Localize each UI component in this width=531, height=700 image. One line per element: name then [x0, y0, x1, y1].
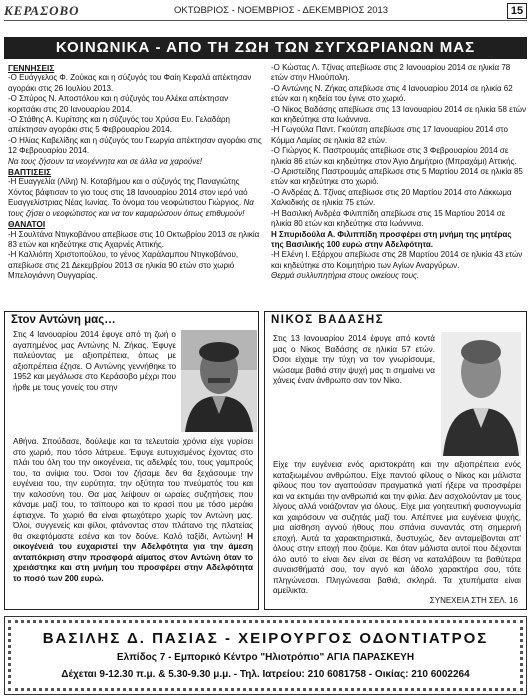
baptism-wish: Να τους ζήσει ο νεοφώτιστος και να τον καμαρώσουν όπως επιθυμούν!: [8, 198, 254, 218]
page-header: [4, 3, 527, 21]
page-number: 15: [507, 3, 527, 19]
tribute-family-thanks: Η οικογένειά του ευχαριστεί την Αδελφότητα για την άμεση ανταπόκριση στην προσφορά αίματος στον Αντώνη όταν το χρειάστηκε και στη μνήμη του προσφέρει στην Αδελφότητα το ποσό των 200 ευρώ.: [13, 531, 253, 583]
birth-entry: -Ο Ηλίας Καβελίδης και η σύζυγός του Γεωργία απέκτησαν αγοράκι στις 12 Φεβρουαρίου 2014.: [8, 135, 262, 156]
death-entry: -Η Γωγούλα Παντ. Γκούτση απεβίωσε στις 17 Ιανουαρίου 2014 στο Κόμμα Λαμίας σε ηλικία 82 ετών.: [271, 125, 508, 145]
social-news-right-column: [271, 63, 526, 282]
tribute-body-text: Αθήνα. Σπούδασε, δούλεψε και τα τελευταία χρόνια είχε γυρίσει στο χωριό, που τόσο λάτρευε. Έφυγε ευτυχισμένος έχοντας στο πλάι του όλη του την οικογένεια, τις αδελφές του, τους γαμπρούς του, τα ανίψια του. Όσοι τον ζήσαμε δεν θα ξεχάσουμε την ευγένεια του, την ευρύτητα, την οξύτητα του πνεύματός του και την καλοσύνη του. Θα μας λείψουν οι ωραίες συζητήσεις που κάναμε μαζί του, το τσίπουρο και το κρασί που με τόσο μεράκι έφτιαχνε. Το χωριό θα είναι φτωχότερο χωρίς τον Αντώνη μας. Όλοι, συγγενείς και φίλοι, φτάνοντας στον πλάτανο της πλατείας θα σκεφτόμαστε εσένα και τον δούνε. Καλό ταξίδι, Αντώνη!: [13, 437, 253, 541]
condolences-note: Θερμά συλλυπητήρια στους οικείους τους.: [271, 271, 420, 281]
portrait-photo: [181, 330, 257, 432]
baptism-text: -Η Ευαγγελία (Λίλη) Ν. Κοταβήμου και ο σύζυγός της Παναγιώτης Χόντος βάφτισαν το γιο τους στις 18 Ιανουαρίου 2014 στον ιερό ναό Ευαγγελίστριας Νέας Ιωνίας. Το όνομα του νεοφώτιστου Γιώργιος.: [8, 177, 248, 208]
death-entry: -Η Βασιλική Ανδρέα Φιλιππίδη απεβίωσε στις 15 Μαρτίου 2014 σε ηλικία 80 ετών και κηδεύτηκε στα Ιωάννινα.: [271, 208, 506, 229]
death-entry: -Ο Νίκος Βαδάσης απεβίωσε στις 13 Ιανουαρίου 2014 σε ηλικία 58 ετών και κηδεύτηκε στα Ιωάννινα.: [271, 104, 526, 125]
ad-dentist-name: ΒΑΣΙΛΗΣ Δ. ΠΑΣΙΑΣ - ΧΕΙΡΟΥΡΓΟΣ ΟΔΟΝΤΙΑΤΡΟΣ: [42, 630, 489, 647]
portrait-photo: [441, 332, 521, 456]
tribute-antonis-box: [4, 311, 259, 610]
portrait-image: [441, 332, 521, 456]
deaths-heading: ΘΑΝΑΤΟΙ: [8, 219, 46, 230]
issue-dates: ΟΚΤΩΒΡΙΟΣ - ΝΟΕΜΒΡΙΟΣ - ΔΕΚΕΜΒΡΙΟΣ 2013: [174, 5, 389, 16]
death-entry: -Ο Κώστας Λ. Τζίνας απεβίωσε στις 2 Ιανουαρίου 2014 σε ηλικία 78 ετών στην Ηλιούπολη.: [271, 63, 511, 83]
birth-entry: -Ο Ευάγγελος Φ. Ζούκας και η σύζυγός του Φαίη Κεφαλά απέκτησαν αγοράκι στις 26 Ιουλίου 2013.: [8, 73, 252, 93]
death-entry: -Ο Αντώνης Ν. Ζήκας απεβίωσε στις 4 Ιανουαρίου 2014 σε ηλικία 62 ετών και η κηδεία του έγινε στο χωριό.: [271, 83, 513, 104]
portrait-image: [181, 330, 257, 432]
death-entry: -Ο Αριστείδης Παστρουμάς απεβίωσε στις 5 Μαρτίου 2014 σε ηλικία 85 ετών και κηδεύτηκε στο χωριό.: [271, 167, 523, 187]
tribute-text-intro: Στις 4 Ιανουαρίου 2014 έφυγε από τη ζωή ο αγαπημένος μας Αντώνης Ν. Ζήκας. Έφυγε παλεύοντας με αξιοπρέπεια, όπως με αξιοπρέπεια έζησε. Ο Αντώνης γεννήθηκε το 1952 και μεγάλωσε στο Κεράσοβο μέχρι που ήρθε με τους γονείς του στην: [13, 330, 176, 392]
birth-entry: -Ο Σπύρος Ν. Αποστόλου και η σύζυγός του Αλέκα απέκτησαν κοριτσάκι στις 20 Ιανουαρίου 2014.: [8, 94, 229, 114]
tribute-text-intro: Στις 13 Ιανουαρίου 2014 έφυγε από κοντά μας ο Νίκος Βαδάσης σε ηλικία 57 ετών. Όσοι είχαμε την τύχη να τον γνωρίσουμε, νιώσαμε βαθιά στην ψυχή μας τι σημαίνει να χάνεις έναν άνθρωπο σαν τον Νίκο.: [273, 334, 435, 385]
death-entry: -Η Ελένη Ι. Εξάρχου απεβίωσε στις 28 Μαρτίου 2014 σε ηλικία 43 ετών και κηδεύτηκε στο Κοιμητήριο των Αγίων Αναργύρων.: [271, 250, 523, 270]
social-news-left-column: [8, 63, 263, 282]
donation-note: Η Σπυριδούλα Α. Φιλιππίδη προσφέρει στη μνήμη της μητέρας της Βασιλικής 100 ευρώ στην Αδελφότητα.: [271, 229, 512, 249]
baptisms-heading: ΒΑΠΤΙΣΕΙΣ: [8, 167, 52, 178]
death-entry: -Ο Γιώργος Κ. Παστρουμάς απεβίωσε στις 3 Φεβρουαρίου 2014 σε ηλικία 86 ετών και κηδεύτηκε στον Άγιο Δημήτριο (Μπραχάμι) Αττικής.: [271, 146, 517, 166]
births-heading: ΓΕΝΝΗΣΕΙΣ: [8, 63, 55, 73]
tribute-title: ΝΙΚΟΣ ΒΑΔΑΣΗΣ: [271, 314, 385, 326]
continued-on-page: ΣΥΝΕΧΕΙΑ ΣΤΗ ΣΕΛ. 16: [429, 596, 518, 605]
ad-address: Ελπίδος 7 - Εμπορικό Κέντρο "Ηλιοτρόπιο" ΑΓΙΑ ΠΑΡΑΣΚΕΥΗ: [116, 652, 415, 663]
dentist-advertisement: [4, 616, 527, 695]
tribute-nikos-box: [264, 311, 527, 610]
tribute-text-body: [13, 437, 253, 584]
tribute-title: Στον Αντώνη μας…: [11, 314, 116, 326]
baptism-entry: [8, 177, 263, 219]
death-entry: -Η Σουλτάνα Ντιγκοβάνου απεβίωσε στις 10 Οκτωβρίου 2013 σε ηλικία 83 ετών και κηδεύτηκε στις Αχαρνές Αττικής.: [8, 229, 260, 249]
births-wish: Να τους ζήσουν τα νεογέννητα και σε άλλα να χαρούνε!: [8, 156, 202, 166]
newspaper-masthead: ΚΕΡΑΣΟΒΟ: [4, 3, 80, 18]
birth-entry: -Ο Στάθης Α. Κυρίτσης και η σύζυγός του Χρύσα Ευ. Γελαδάρη απέκτησαν αγοράκι στις 5 Φεβρουαρίου 2014.: [8, 115, 231, 135]
death-entry: -Ο Ανδρέας Δ. Τζίνας απεβίωσε στις 20 Μαρτίου 2014 στο Λάκκωμα Χαλκιδικής σε ηλικία 75 ετών.: [271, 187, 512, 208]
ad-hours-phones: Δέχεται 9-12.30 π.μ. & 5.30-9.30 μ.μ. - Τηλ. Ιατρείου: 210 6081758 - Οικίας: 210 6002264: [61, 669, 470, 680]
section-banner: ΚΟΙΝΩΝΙΚΑ - ΑΠΟ ΤΗ ΖΩΗ ΤΩΝ ΣΥΓΧΩΡΙΑΝΩΝ ΜΑΣ: [4, 37, 527, 59]
death-entry: -Η Καλλιόπη Χριστοπούλου, το γένος Χαράλαμπου Ντιγκοβάνου, απεβίωσε στις 21 Δεκεμβρίου 2013 σε ηλικία 90 ετών στο χωριό Μπελογιάννη Ουγγαρίας.: [8, 250, 239, 281]
tribute-text-body: Είχε την ευγένεια ενός αριστοκράτη και την αξιοπρέπεια ενός καταξιωμένου ανθρώπου. Είχε παντού φίλους ο Νίκος και μάλιστα φίλους που τον αγαπούσαν πραγματικά γιατί ήξερε να προσφέρει και να εκτιμάει την ανθρωπιά και την φιλία. Δεν ασχολούνταν με τους λίγους αλλά νοιάζονταν για όλους. Είχε μια γοητευτική φυσιογνωμία και χαιρόσουν να συζητάς μαζί του. Απέπνεε μια ευγένεια ψυχής, μια αίσθηση αγνού ήθους που σπάνια συναντάς στη σημερινή εποχή. Αυτά τα χαρακτηριστικά, δυστυχώς, δεν ανταμείβονται απ' όλους στην εποχή που ζούμε. Και όταν μάλιστα αυτοί που δέχονται όλο αυτό το είναι δεν είναι σε θέση να καταλάβουν τα βαθύτερα συναισθήματά σου, τον αγνό και άδολο χαρακτήρα σου, τότε πληγώνεσαι. Πληγώνεσαι βαθιά, σκληρά. Τα χτυπήματα είναι αμείλικτα.: [273, 460, 521, 595]
